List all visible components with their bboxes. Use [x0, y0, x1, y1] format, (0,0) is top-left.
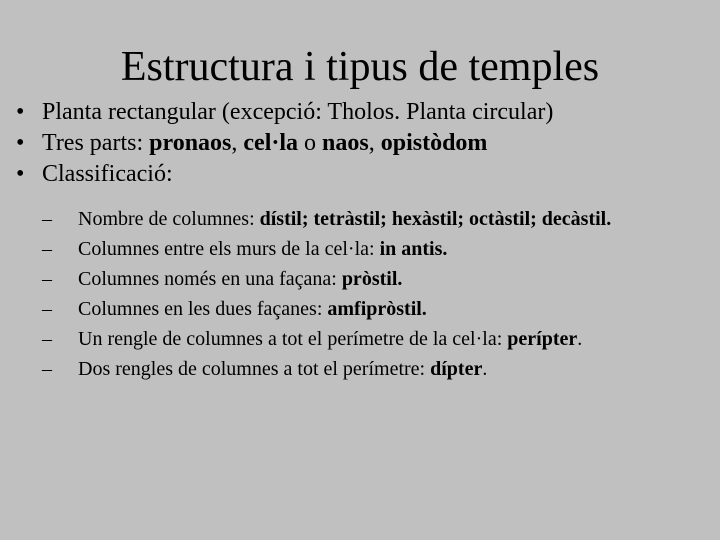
text-run: Classificació: [42, 161, 173, 187]
bold-text-run: amfipròstil. [327, 298, 427, 320]
text-run: . [577, 328, 583, 350]
bullet-list [16, 98, 706, 191]
bold-text-run: dípter [430, 358, 483, 380]
text-run: Columnes en les dues façanes: [78, 298, 328, 320]
text-run: Columnes només en una façana: [78, 268, 342, 290]
bullet-item [16, 129, 706, 158]
bold-text-run: naos [322, 130, 369, 156]
text-run: Dos rengles de columnes a tot el perímetre: [78, 358, 431, 380]
text-run: o [298, 130, 323, 156]
slide-title: Estructura i tipus de temples [120, 44, 600, 90]
text-run: Planta rectangular (excepció: Tholos. Planta circular) [42, 99, 554, 125]
bold-text-run: pròstil. [341, 268, 403, 290]
sub-bullet-item [42, 267, 702, 291]
text-run: , [368, 130, 381, 156]
text-run: , [231, 130, 244, 156]
bold-text-run: dístil; tetràstil; hexàstil; octàstil; decàstil. [259, 208, 612, 230]
text-run: Nombre de columnes: [78, 208, 260, 230]
sub-bullet-item [42, 357, 702, 381]
bold-text-run: in antis. [379, 238, 448, 260]
text-run: Tres parts: [42, 130, 150, 156]
bullet-item [16, 160, 706, 189]
text-run: Un rengle de columnes a tot el perímetre de la cel·la: [78, 328, 508, 350]
sub-bullet-item [42, 327, 702, 351]
sub-bullet-item [42, 207, 702, 231]
sub-bullet-item [42, 297, 702, 321]
sub-bullet-item [42, 237, 702, 261]
bold-text-run: pronaos [149, 130, 232, 156]
text-run: Columnes entre els murs de la cel·la: [78, 238, 380, 260]
sub-bullet-list [42, 207, 702, 387]
bold-text-run: cel·la [243, 130, 299, 156]
text-run: . [482, 358, 488, 380]
bullet-item [16, 98, 706, 127]
bold-text-run: opistòdom [380, 130, 488, 156]
bold-text-run: perípter [507, 328, 578, 350]
